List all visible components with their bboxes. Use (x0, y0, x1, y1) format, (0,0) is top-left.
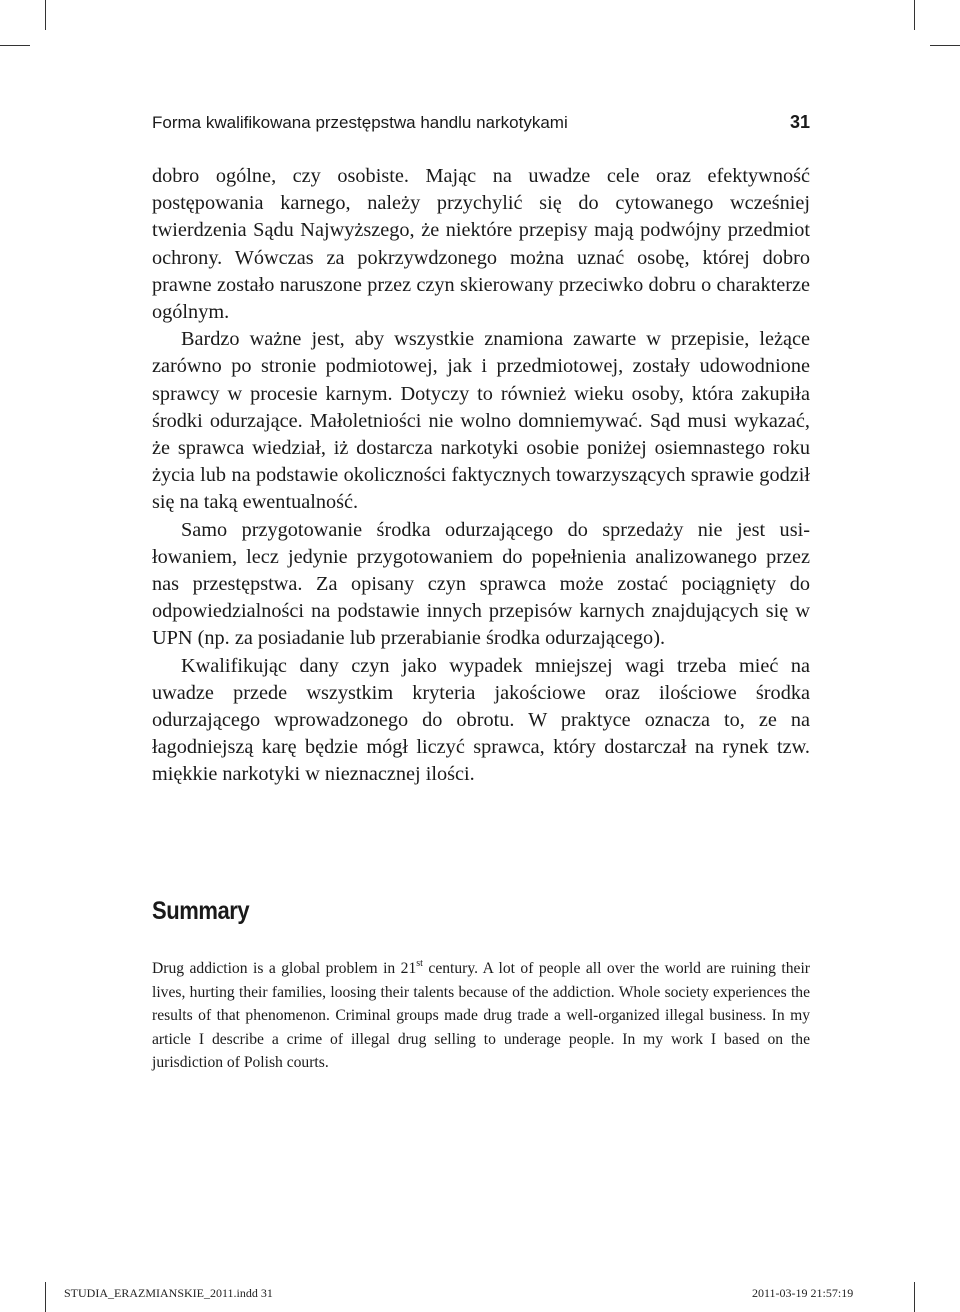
slug-file: STUDIA_ERAZMIANSKIE_2011.indd 31 (64, 1286, 273, 1300)
summary-heading: Summary (152, 897, 250, 925)
paragraph: dobro ogólne, czy osobiste. Mając na uwadze cele oraz efektywność postępowania karnego, należy przychylić się do cytowanego wcześniej twierdzenia Sądu Najwyższego, że niektóre przepisy mają podwójny przedmiot ochrony. Wówczas za pokrzywdzonego można uznać osobę, której dobro prawne zostało naruszone przez czyn skierowany przeciwko dobru o charakterze ogólnym. (152, 165, 810, 324)
crop-mark (914, 1282, 915, 1312)
page-number: 31 (789, 112, 810, 132)
ordinal-suffix: st (416, 958, 423, 969)
summary-text (152, 957, 810, 1075)
summary-text-start: Drug addiction is a global problem in 21 (152, 960, 417, 977)
crop-mark (45, 0, 46, 30)
paragraph: Bardzo ważne jest, aby wszystkie znamiona zawarte w przepisie, leżące zarówno po stronie podmiotowej, jak i przedmiotowej, zostały udowodnione sprawcy w procesie karnym. Dotyczy to również wieku osoby, która zakupiła środki odurzające. Małoletniości nie wolno domniemywać. Sąd musi wykazać, że sprawca wiedział, iż dostarcza narkotyki osobie poniżej osiemnastego roku życia lub na podstawie okoliczności faktycznych towarzyszących sprawie godził się na taką ewentualność. (152, 328, 810, 514)
running-title: Forma kwalifikowana przestępstwa handlu narkotykami (152, 113, 568, 132)
summary-text-end: century. A lot of people all over the world are ruining their lives, hurting their families, loosing their talents because of the addiction. Whole society experiences the results of that phenomenon. Criminal groups made drug trade a well-organized illegal business. In my article I describe a crime of illegal drug selling to underage people. In my work I based on the jurisdiction of Polish courts. (152, 960, 810, 1072)
running-header (152, 112, 810, 144)
crop-mark (930, 45, 960, 46)
crop-mark (914, 0, 915, 30)
paragraph: Kwalifikując dany czyn jako wypadek mniejszej wagi trzeba mieć na uwadze przede wszystkim kryteria jakościowe oraz ilościowe środka odurzającego wprowadzonego do obrotu. W praktyce oznacza to, ze na łagodniejszą karę będzie mógł liczyć sprawca, który dostarczał na rynek tzw. miękkie narkotyki w nieznacznej ilości. (152, 654, 810, 786)
slug-timestamp: 2011-03-19 21:57:19 (752, 1286, 854, 1300)
crop-mark (0, 45, 30, 46)
paragraph: Samo przygotowanie środka odurzającego do sprzedaży nie jest usiłowaniem, lecz jedynie przygotowaniem do popełnienia analizowanego przez nas przestępstwa. Za opisany czyn sprawca może zostać pociągnięty do odpowiedzialności na podstawie innych przepisów karnych znajdujących się w UPN (np. za posiadanie lub przerabianie środka odurzającego). (152, 518, 810, 650)
crop-mark (45, 1282, 46, 1312)
body-text (152, 163, 810, 789)
